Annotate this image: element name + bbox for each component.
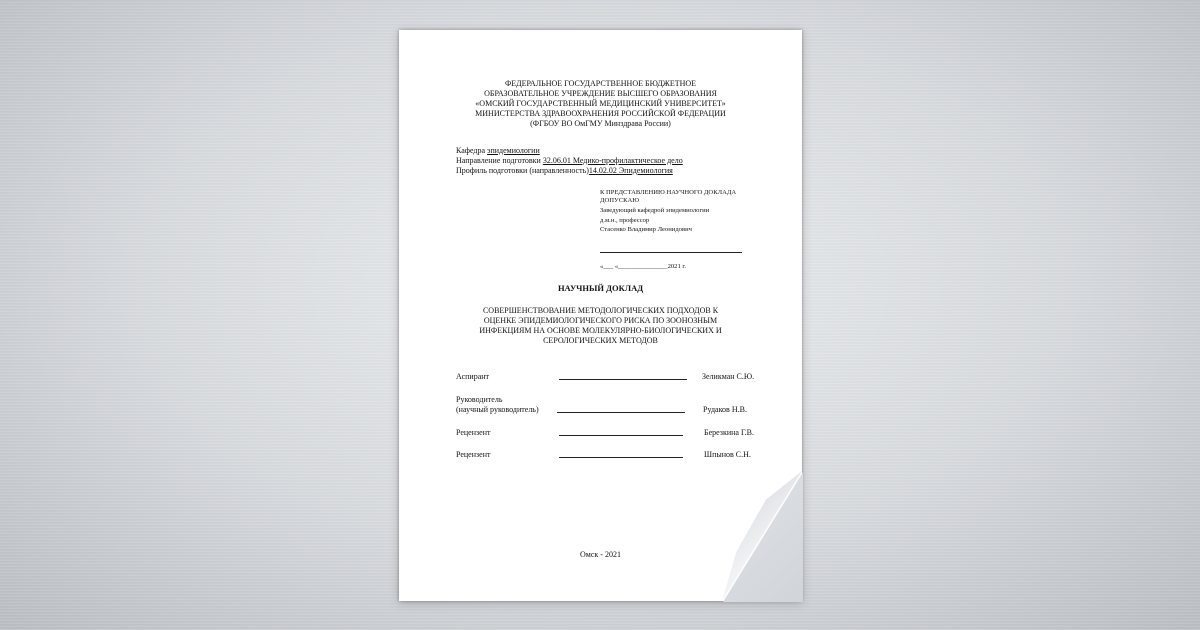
document-title: НАУЧНЫЙ ДОКЛАД: [557, 283, 644, 293]
header-line-3: «ОМСКИЙ ГОСУДАРСТВЕННЫЙ МЕДИЦИНСКИЙ УНИВЕРСИТЕТ»: [475, 99, 726, 108]
signature-name-2: Рудаков Н.В.: [703, 405, 747, 414]
signature-name-4: Шпынов С.Н.: [704, 450, 751, 459]
approval-line-4: д.м.н., профессор: [600, 217, 650, 224]
approval-date: «___ «_______________2021 г.: [600, 263, 687, 270]
header-line-2: ОБРАЗОВАТЕЛЬНОЕ УЧРЕЖДЕНИЕ ВЫСШЕГО ОБРАЗОВАНИЯ: [484, 89, 717, 98]
topic-line-4: СЕРОЛОГИЧЕСКИХ МЕТОДОВ: [543, 336, 658, 345]
approval-line-2: ДОПУСКАЮ: [600, 197, 640, 204]
direction-label: Направление подготовки: [456, 156, 543, 165]
header-line-4: МИНИСТЕРСТВА ЗДРАВООХРАНЕНИЯ РОССИЙСКОЙ ФЕДЕРАЦИИ: [475, 109, 726, 118]
header-line-1: ФЕДЕРАЛЬНОЕ ГОСУДАРСТВЕННОЕ БЮДЖЕТНОЕ: [504, 79, 697, 88]
department-label: Кафедра: [456, 146, 488, 155]
header-line-5: (ФГБОУ ВО ОмГМУ Минздрава России): [530, 119, 671, 128]
profile-label: Профиль подготовки (направленность): [456, 166, 589, 175]
signature-line-2: [557, 412, 685, 413]
signature-role-3: Рецензент: [456, 428, 491, 437]
profile-line: [456, 166, 673, 175]
signature-role-4: Рецензент: [456, 450, 491, 459]
approval-line-1: К ПРЕДСТАВЛЕНИЮ НАУЧНОГО ДОКЛАДА: [600, 189, 737, 196]
topic-line-1: СОВЕРШЕНСТВОВАНИЕ МЕТОДОЛОГИЧЕСКИХ ПОДХОДОВ К: [482, 306, 719, 315]
footer-city-year: Омск - 2021: [580, 550, 621, 559]
signature-role-2: Руководитель: [456, 395, 503, 404]
signature-name-3: Березкина Г.В.: [704, 428, 755, 437]
signature-name-1: Зеликман С.Ю.: [702, 372, 755, 381]
topic-line-3: ИНФЕКЦИЯМ НА ОСНОВЕ МОЛЕКУЛЯРНО-БИОЛОГИЧЕСКИХ И: [479, 326, 722, 335]
signature-line-4: [559, 457, 683, 458]
approval-line-3: Заведующий кафедрой эпидемиологии: [600, 207, 710, 214]
topic-line-2: ОЦЕНКЕ ЭПИДЕМИОЛОГИЧЕСКОГО РИСКА ПО ЗООНОЗНЫМ: [483, 316, 718, 325]
approval-signature-line: [600, 252, 742, 253]
department-value: эпидемиологии: [487, 146, 540, 155]
signature-role-1: Аспирант: [456, 372, 490, 381]
department-line: [456, 146, 540, 155]
signature-role-2-sub: (научный руководитель): [456, 405, 539, 414]
direction-line: [456, 156, 683, 165]
document-page: [399, 30, 802, 601]
direction-value: 32.06.01 Медико-профилактическое дело: [542, 156, 683, 165]
approval-line-5: Стасенко Владимир Леонидович: [600, 226, 692, 233]
signature-line-1: [559, 379, 687, 380]
signature-line-3: [559, 435, 683, 436]
page-curl-shadow: [723, 472, 803, 602]
profile-value: 14.02.02 Эпидемиология: [588, 166, 673, 175]
